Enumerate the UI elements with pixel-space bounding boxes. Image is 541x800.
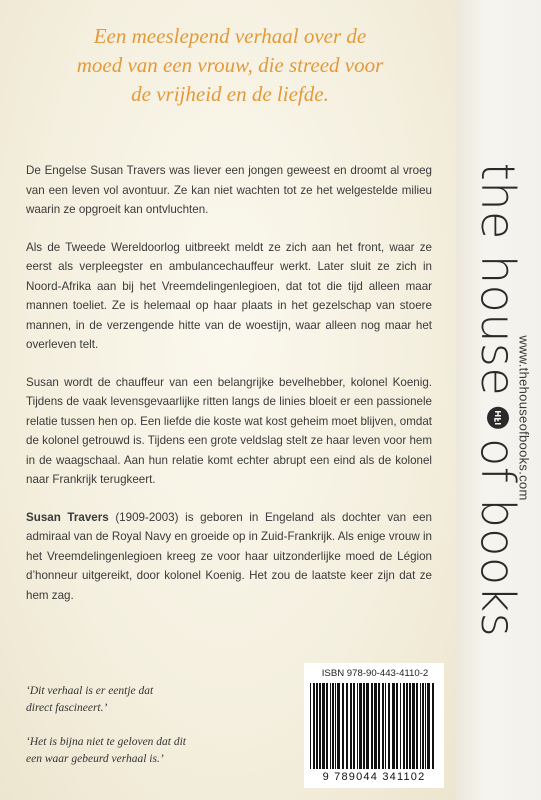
- tagline-line-3: de vrijheid en de liefde.: [131, 82, 329, 106]
- review-quote-2-line-2: een waar gebeurd verhaal is.’: [26, 753, 164, 765]
- barcode-bar: [388, 683, 390, 769]
- publisher-name-part-2: of books: [471, 438, 525, 638]
- barcode-bar: [420, 683, 421, 769]
- tagline-line-2: moed van een vrouw, die streed voor: [76, 53, 384, 77]
- review-quote-1-line-2: direct fascineert.’: [26, 702, 108, 714]
- isbn-label: ISBN 978-90-443-4110-2: [321, 668, 429, 679]
- barcode-bar: [409, 683, 411, 769]
- barcode-bar: [335, 683, 336, 769]
- blurb-paragraph-2: Als de Tweede Wereldoorlog uitbreekt meldt ze zich aan het front, waar ze eerst als verpleegster en ambulancechauffeur werkt. Later sluit ze zich in Noord-Afrika aan bij het Vreemdelingenlegioen, dat tot die tijd alleen maar mannen toeliet. Ze is helemaal op haar plaats in het gezelschap van stoere mannen, in de verzengende hitte van de woestijn, waar alleen nog maar het overleven telt.: [26, 240, 432, 351]
- publisher-website: www.thehouseofbooks.com: [516, 335, 532, 501]
- barcode-bar: [359, 683, 362, 769]
- barcode-bar: [342, 683, 344, 769]
- review-quote-1: [26, 683, 236, 717]
- barcode-bar: [416, 683, 418, 769]
- publisher-name-part-1: the house: [471, 162, 525, 397]
- barcode-bar: [310, 683, 311, 769]
- barcode-bar: [422, 683, 424, 769]
- author-name: Susan Travers: [26, 510, 109, 524]
- barcode-bar: [366, 683, 369, 769]
- review-quote-1-line-1: ‘Dit verhaal is er eentje dat: [26, 685, 154, 697]
- barcode-bar: [432, 683, 434, 769]
- barcode-bar: [332, 683, 334, 769]
- author-bio-text: (1909-2003) is geboren in Engeland als dochter van een admiraal van de Royal Navy en groeide op in Zuid-Frankrijk. Als enige vrouw in het Vreemdelingenlegioen kreeg ze voor haar uitzonderlijke moed de Légion d’honneur uitgereikt, door kolonel Koenig. Het zou de laatste keer zijn dat ze hem zag.: [26, 510, 432, 602]
- blurb-text: [26, 161, 432, 623]
- barcode-bar: [337, 683, 340, 769]
- barcode-icon: [308, 683, 440, 769]
- barcode-bar: [382, 683, 384, 769]
- review-quote-2-line-1: ‘Het is bijna niet te geloven dat dit: [26, 736, 187, 748]
- barcode-bar: [406, 683, 408, 769]
- barcode-bar: [316, 683, 318, 769]
- barcode-bar: [353, 683, 355, 769]
- barcode-digits: 9 789044 341102: [322, 771, 426, 783]
- tagline: [30, 22, 430, 109]
- isbn-barcode-block: [304, 663, 444, 788]
- blurb-paragraph-1: De Engelse Susan Travers was liever een jongen geweest en droomt al vroeg van een leven vol avontuur. Ze kan niet wachten tot ze het welgestelde milieu waarin ze opgroeit kan ontvluchten.: [26, 164, 432, 216]
- barcode-bar: [330, 683, 331, 769]
- barcode-bar: [326, 683, 328, 769]
- barcode-bar: [412, 683, 415, 769]
- barcode-bar: [319, 683, 321, 769]
- barcode-bar: [322, 683, 325, 769]
- barcode-bar: [313, 683, 315, 769]
- barcode-bar: [427, 683, 430, 769]
- barcode-bar: [392, 683, 395, 769]
- barcode-bar: [357, 683, 358, 769]
- barcode-bar: [350, 683, 352, 769]
- barcode-bar: [346, 683, 348, 769]
- barcode-bar: [378, 683, 380, 769]
- review-quote-2: [26, 734, 236, 768]
- barcode-bar: [363, 683, 365, 769]
- tagline-line-1: Een meeslepend verhaal over de: [93, 24, 367, 48]
- publisher-logo-icon: [486, 406, 510, 430]
- barcode-bar: [396, 683, 398, 769]
- barcode-bar: [374, 683, 377, 769]
- barcode-bar: [400, 683, 401, 769]
- barcode-bar: [425, 683, 426, 769]
- barcode-bar: [371, 683, 373, 769]
- author-bio: [26, 508, 432, 606]
- barcode-bar: [403, 683, 405, 769]
- blurb-paragraph-3: Susan wordt de chauffeur van een belangrijke bevelhebber, kolonel Koenig. Tijdens de vaak levensgevaarlijke ritten langs de linies bloeit er een passionele relatie tussen hen op. Een liefde die koste wat kost geheim moet blijven, omdat de kolonel getrouwd is. Tijdens een grote veldslag stelt ze haar leven voor hem in de waagschaal. Aan hun relatie komt echter abrupt een eind als de kolonel naar Frankrijk terugkeert.: [26, 375, 433, 486]
- barcode-bar: [385, 683, 386, 769]
